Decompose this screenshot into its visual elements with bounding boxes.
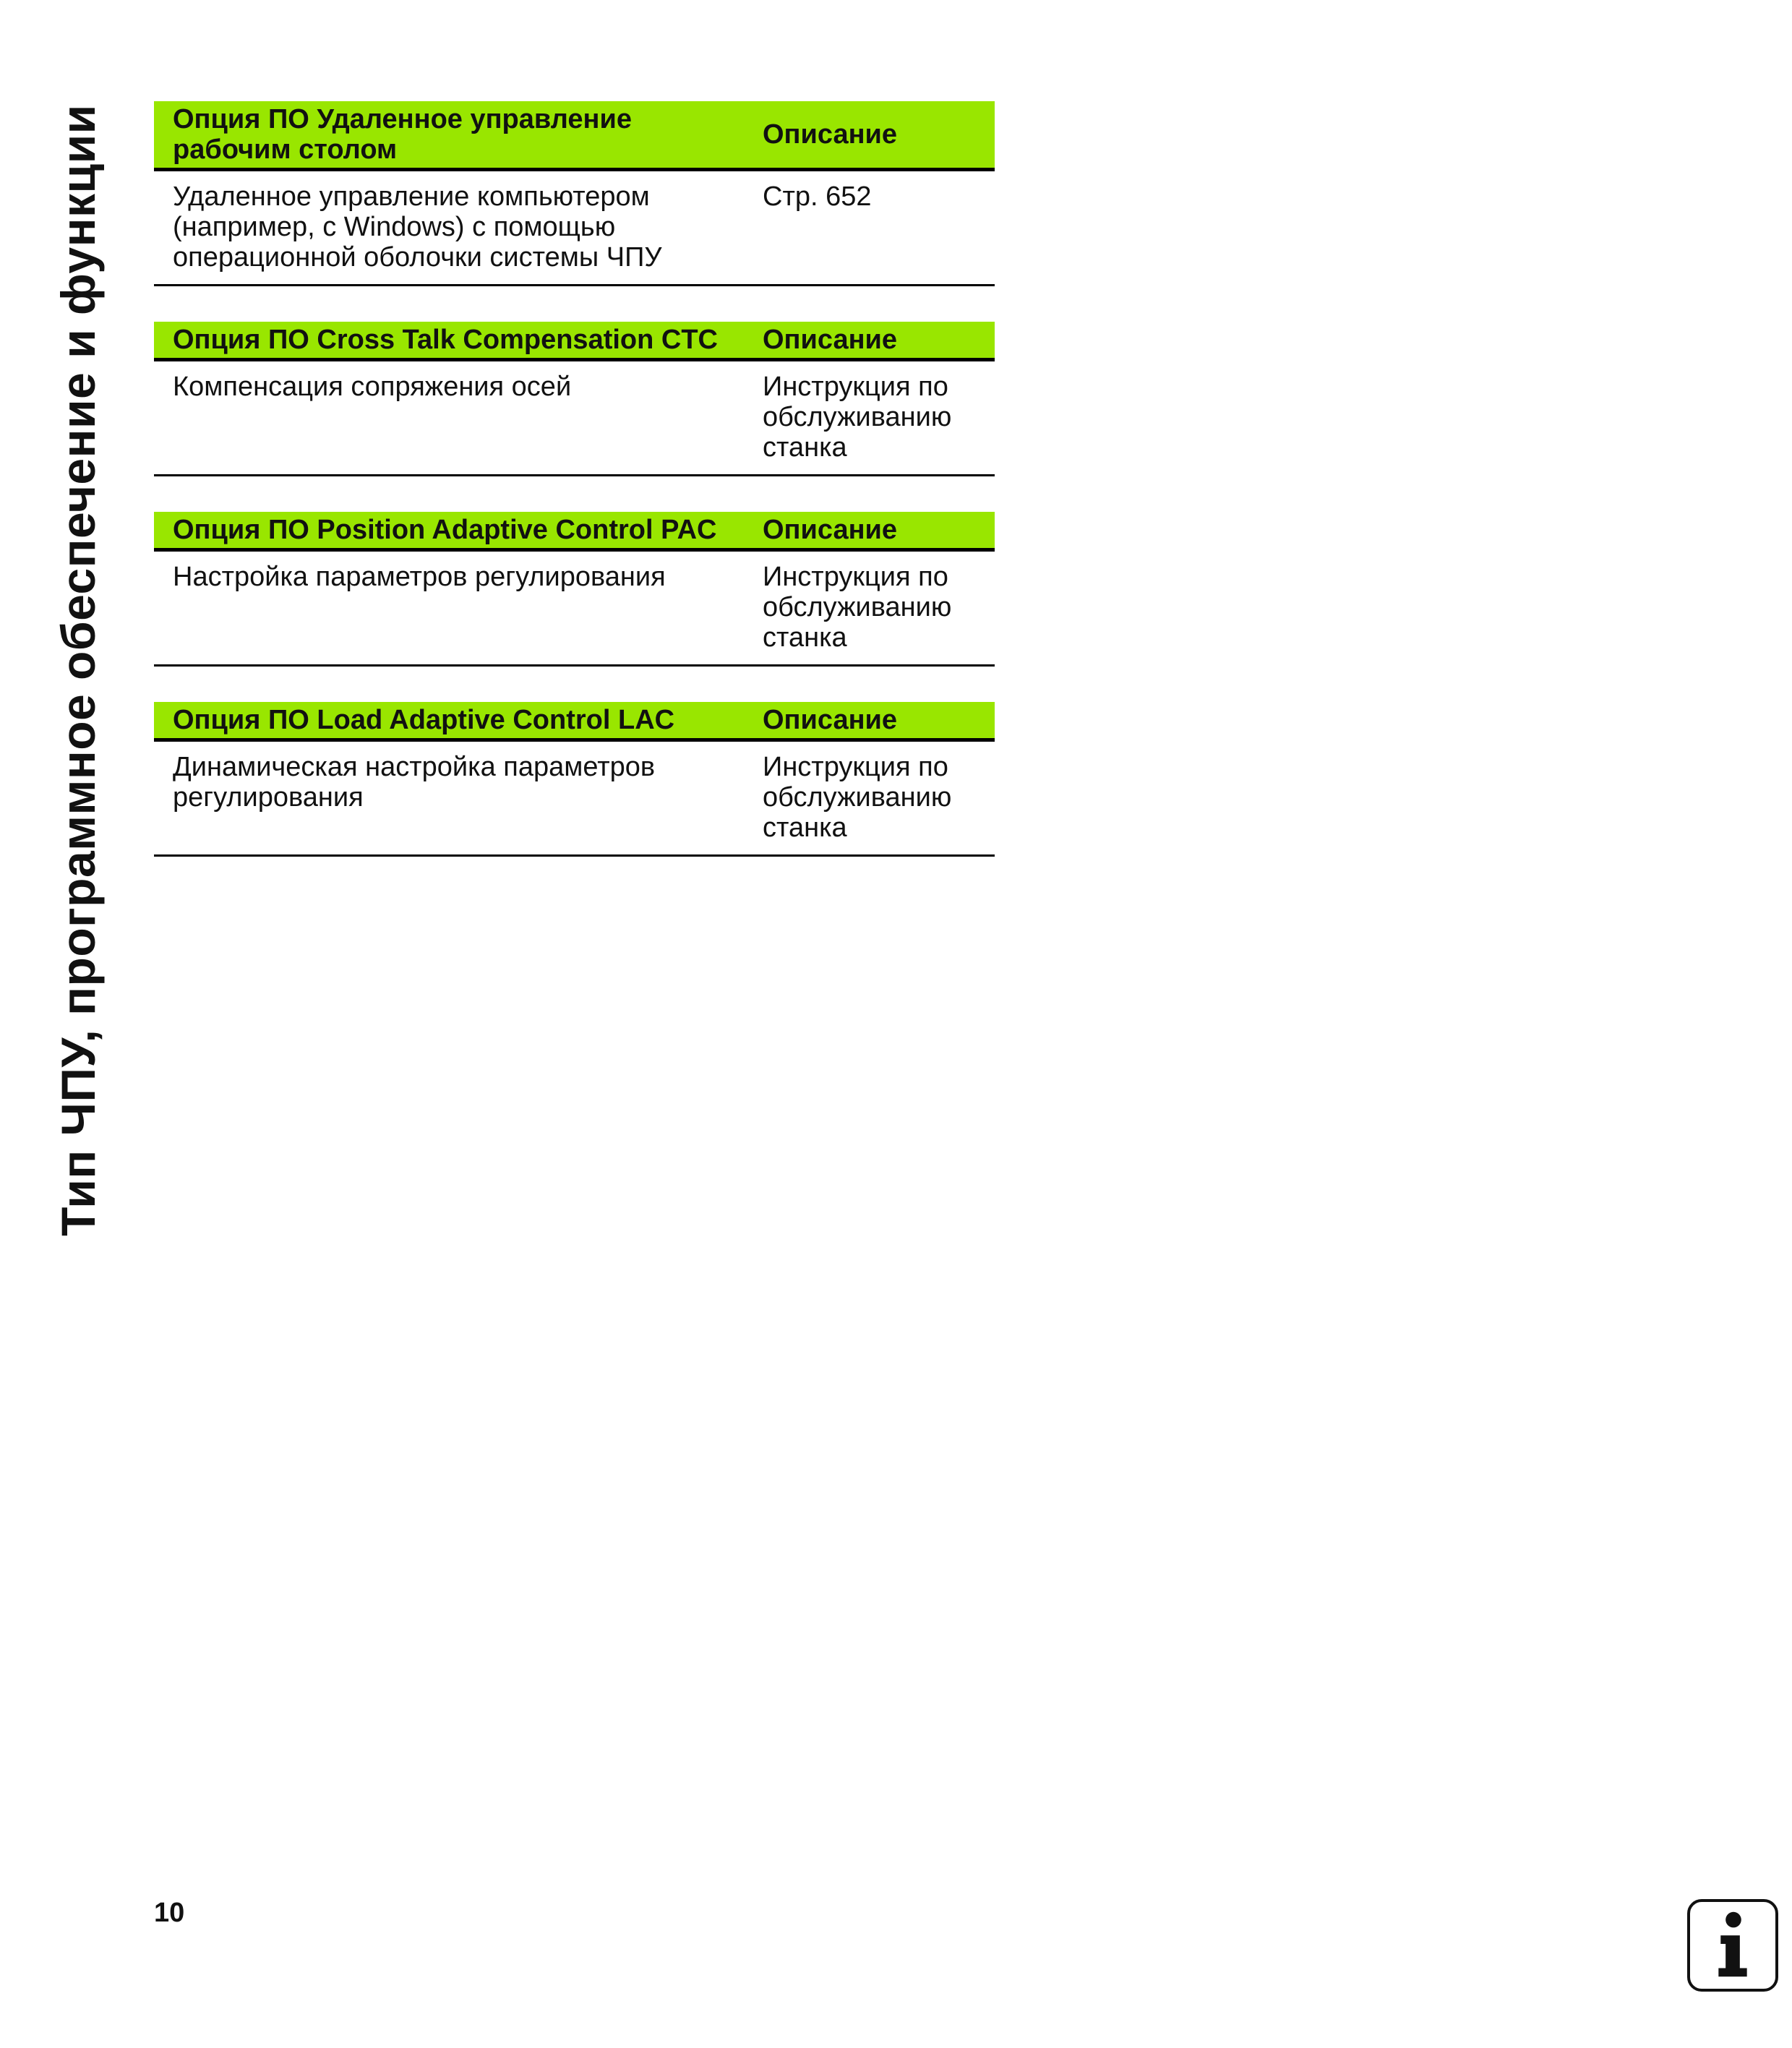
description-text: Инструкция по обслуживанию станка: [744, 740, 995, 856]
feature-text: Динамическая настройка параметров регулирования: [154, 740, 744, 856]
options-tables: [154, 101, 995, 892]
table-row: [154, 170, 995, 286]
header-description: Описание: [744, 512, 995, 550]
option-table-pac: [154, 512, 995, 667]
header-option-name: Опция ПО Удаленное управление рабочим столом: [154, 101, 744, 170]
side-chapter-title: Тип ЧПУ, программное обеспечение и функции: [51, 104, 105, 1236]
page-number: 10: [154, 1898, 185, 1928]
header-description: Описание: [744, 322, 995, 360]
table-header-row: [154, 101, 995, 170]
option-table-ctc: [154, 322, 995, 476]
header-option-name: Опция ПО Position Adaptive Control PAC: [154, 512, 744, 550]
header-option-name: Опция ПО Load Adaptive Control LAC: [154, 702, 744, 740]
info-glyph-icon: [1690, 1902, 1775, 1989]
table-row: [154, 360, 995, 476]
description-text: Стр. 652: [744, 170, 995, 286]
table-header-row: [154, 322, 995, 360]
option-table-remote-desktop: [154, 101, 995, 286]
table-header-row: [154, 512, 995, 550]
info-icon: [1687, 1899, 1778, 1992]
description-text: Инструкция по обслуживанию станка: [744, 550, 995, 666]
option-table-lac: [154, 702, 995, 857]
feature-text: Удаленное управление компьютером (например, с Windows) с помощью операционной оболочки системы ЧПУ: [154, 170, 744, 286]
header-description: Описание: [744, 702, 995, 740]
description-text: Инструкция по обслуживанию станка: [744, 360, 995, 476]
header-option-name: Опция ПО Cross Talk Compensation CTC: [154, 322, 744, 360]
table-header-row: [154, 702, 995, 740]
feature-text: Компенсация сопряжения осей: [154, 360, 744, 476]
header-description: Описание: [744, 101, 995, 170]
feature-text: Настройка параметров регулирования: [154, 550, 744, 666]
table-row: [154, 740, 995, 856]
table-row: [154, 550, 995, 666]
